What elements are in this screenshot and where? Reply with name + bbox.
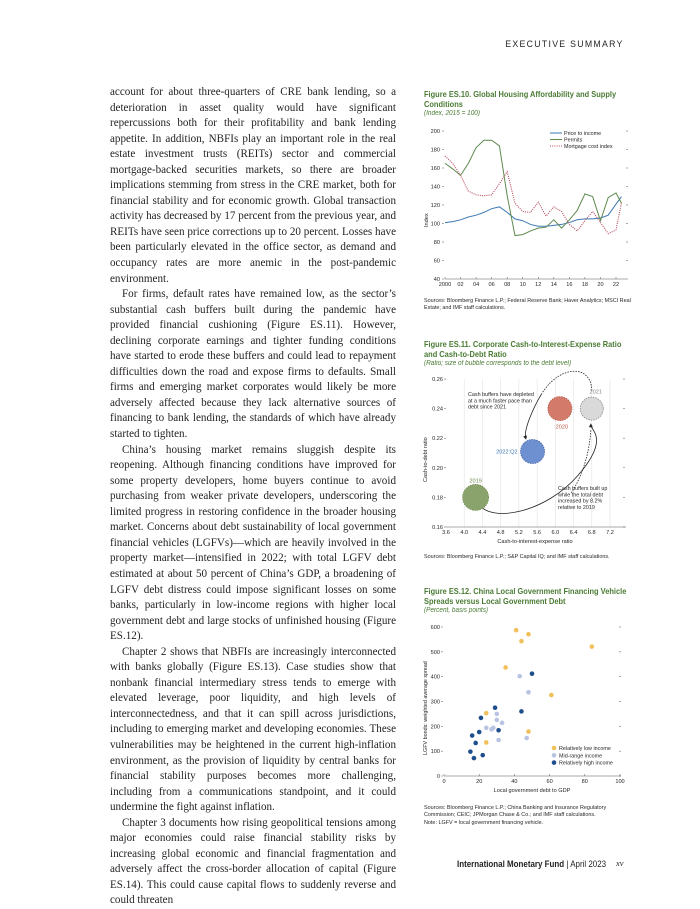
svg-text:16: 16 [566,282,573,288]
body-text-column [110,85,396,909]
svg-text:60: 60 [433,258,440,265]
svg-text:20: 20 [597,282,604,288]
svg-text:6.4: 6.4 [569,530,578,536]
svg-text:40: 40 [511,779,518,785]
paragraph: For firms, default rates have remained low, as the sector’s substantial cash buffers built during the pandemic have provided financial cushioning (Figure ES.11). However, declining corporate earnings and tighter funding conditions have started to erode these buffers and could lead to repayment difficulties down the road and expose firms to defaults. Small firms and emerging market corporates would likely be more adversely affected because they lack alternative sources of financing to bank lending, the standards of which have already started to tighten. [110,288,396,441]
figure-title: Figure ES.11. Corporate Cash-to-Interest-Expense Ratio and Cash-to-Debt Ratio [424,340,622,359]
svg-text:4.8: 4.8 [496,530,505,536]
svg-text:Cash-to-interest-expense ratio: Cash-to-interest-expense ratio [497,539,573,545]
svg-text:LGFV bonds: weighted average s: LGFV bonds: weighted average spread [423,661,429,755]
publisher: International Monetary Fund [457,858,565,869]
svg-text:04: 04 [472,282,480,288]
svg-text:Mortgage cost index: Mortgage cost index [564,144,613,150]
svg-text:Permits: Permits [564,137,583,144]
svg-text:20: 20 [476,779,483,785]
svg-text:600: 600 [430,625,440,631]
svg-text:0.18: 0.18 [432,495,443,502]
svg-text:Cash-to-debt ratio: Cash-to-debt ratio [423,437,429,482]
svg-text:10: 10 [519,282,526,288]
svg-text:2022:Q2: 2022:Q2 [496,449,518,456]
svg-text:Mid-range income: Mid-range income [559,753,603,760]
svg-text:0.16: 0.16 [432,525,443,531]
svg-text:200: 200 [430,129,440,135]
svg-text:12: 12 [535,282,542,288]
svg-text:Local government debt to GDP: Local government debt to GDP [493,788,571,794]
line-chart-housing [420,122,640,292]
svg-text:4.0: 4.0 [460,530,469,536]
svg-text:Relatively high income: Relatively high income [559,760,613,767]
svg-text:80: 80 [433,240,440,246]
figure-title: Figure ES.12. China Local Government Financing Vehicle Spreads versus Local Government Debt [424,587,627,606]
svg-text:500: 500 [430,649,440,656]
svg-text:0.20: 0.20 [432,465,443,472]
svg-text:Cash buffers built up: Cash buffers built up [558,486,608,492]
figure-es12-source [424,805,636,827]
svg-text:at a much faster pace than: at a much faster pace than [468,398,532,405]
svg-text:200: 200 [430,724,440,731]
publication-date: April 2023 [570,858,607,869]
svg-text:180: 180 [430,147,440,154]
svg-text:2020: 2020 [555,424,569,431]
footer-separator: | [564,858,571,869]
svg-text:Relatively low income: Relatively low income [559,746,611,752]
figure-es11 [424,340,636,368]
svg-text:4.4: 4.4 [478,530,487,536]
page-number: xv [616,858,624,868]
paragraph: account for about three-quarters of CRE bank lending, so a deterioration in asset quality would have significant repercussions both for their profitability and bank lending appetite. In addition, NBFIs play an important role in the real estate investment trusts (REITs) sector and commercial mortgage-backed securities markets, so there are broader implications stemming from stress in the CRE market, both for financial stability and for economic growth. Global transaction activity has decreased by 17 percent from the previous year, and REITs have seen price corrections up to 20 percent. Losses have been particularly elevated in the office sector, as demand and occupancy rates are more anemic in the post-pandemic environment. [110,86,396,285]
svg-text:100: 100 [430,221,440,228]
figure-source: Sources: Bloomberg Finance L.P.; Federal Reserve Bank; Haver Analytics; MSCI Real Estate; and IMF staff calculations. [424,298,631,312]
figure-subtitle: (Ratio; size of bubble corresponds to the debt level) [424,360,572,368]
figure-es12 [424,587,636,615]
svg-text:02: 02 [457,282,464,288]
svg-text:2000: 2000 [438,282,452,288]
svg-text:3.6: 3.6 [442,530,450,536]
svg-text:0.24: 0.24 [432,406,443,413]
svg-text:2019: 2019 [469,478,482,485]
svg-text:60: 60 [546,779,553,785]
svg-text:160: 160 [430,166,440,172]
figure-note: Note: LGFV = local government financing vehicle. [424,819,544,826]
svg-text:40: 40 [433,277,440,283]
svg-text:14: 14 [550,282,557,288]
svg-text:22: 22 [612,282,620,288]
svg-text:0.26: 0.26 [432,377,443,383]
svg-text:140: 140 [430,184,440,191]
svg-text:80: 80 [581,779,588,785]
svg-text:7.2: 7.2 [606,530,614,536]
svg-text:relative to 2019: relative to 2019 [558,504,595,511]
figure-source: Sources: Bloomberg Finance L.P.; China Banking and Insurance Regulatory Commission; CEIC; JPMorgan Chase & Co.; and IMF staff calculations. [424,805,607,819]
figure-subtitle: (Percent, basis points) [424,607,489,615]
figure-source: Sources: Bloomberg Finance L.P.; S&P Capital IQ; and IMF staff calculations. [424,554,610,560]
figure-subtitle: (Index, 2015 = 100) [424,110,481,118]
svg-text:06: 06 [488,282,495,288]
svg-text:08: 08 [504,282,511,288]
svg-text:5.6: 5.6 [533,530,542,536]
svg-text:Index: Index [424,213,430,227]
page-footer [457,858,606,869]
scatter-chart-lgfv [420,620,640,800]
figure-es11-source [424,554,636,561]
svg-text:while the total debt: while the total debt [558,492,603,499]
svg-text:100: 100 [430,749,440,756]
svg-text:100: 100 [615,779,625,785]
svg-text:300: 300 [430,699,440,706]
svg-text:0: 0 [442,779,446,785]
svg-text:Cash buffers have depleted: Cash buffers have depleted [468,392,534,398]
svg-text:Price to income: Price to income [564,131,602,137]
bubble-chart-corporate-cash [420,370,640,550]
paragraph: China’s housing market remains sluggish despite its reopening. Although financing conditions have improved for some property developers, home buyers continue to avoid purchasing from weaker private developers, underscoring the limited progress in restoring confidence in the broader housing market. Concerns about debt sustainability of local government financial vehicles (LGFVs)—which are heavily involved in the property market—intensified in 2022; with total LGFV debt estimated at about 50 percent of China’s GDP, a broadening of LGFV debt distress could impose significant losses on some banks, particularly in low-income regions with higher local government debt and large stocks of unfinished housing (Figure ES.12). [110,443,396,643]
svg-text:6.0: 6.0 [551,530,560,536]
svg-text:0.22: 0.22 [432,436,443,443]
figure-es10 [424,90,636,118]
svg-text:18: 18 [581,282,589,288]
paragraph: Chapter 3 documents how rising geopolitical tensions among major economies could raise financial stability risks by increasing global economic and financial fragmentation and adversely affect the cross-border allocation of capital (Figure ES.14). This could cause capital flows to suddenly reverse and could threaten [110,816,396,907]
svg-text:120: 120 [430,203,440,209]
figure-title: Figure ES.10. Global Housing Affordability and Supply Conditions [424,90,617,109]
svg-text:0: 0 [436,774,440,780]
paragraph: Chapter 2 shows that NBFIs are increasingly interconnected with banks globally (Figure ES.13). Case studies show that nonbank financial intermediary stress tends to emerge with elevated leverage, poor liquidity, and high levels of interconnectedness, and that it can spill across jurisdictions, including to emerging market and developing economies. These vulnerabilities may be heightened in the current high-inflation environment, as the provision of liquidity by central banks for financial stability purposes becomes more challenging, including from a communications standpoint, and it could undermine the fight against inflation. [110,645,396,814]
svg-text:6.8: 6.8 [587,530,596,536]
svg-text:increased by 8.2%: increased by 8.2% [558,498,603,505]
figure-es10-source [424,298,636,313]
svg-text:5.2: 5.2 [514,530,523,536]
svg-text:2021: 2021 [589,389,603,396]
svg-text:400: 400 [430,674,440,681]
running-header: EXECUTIVE SUMMARY [505,39,624,50]
svg-text:debt since 2021: debt since 2021 [468,404,507,411]
